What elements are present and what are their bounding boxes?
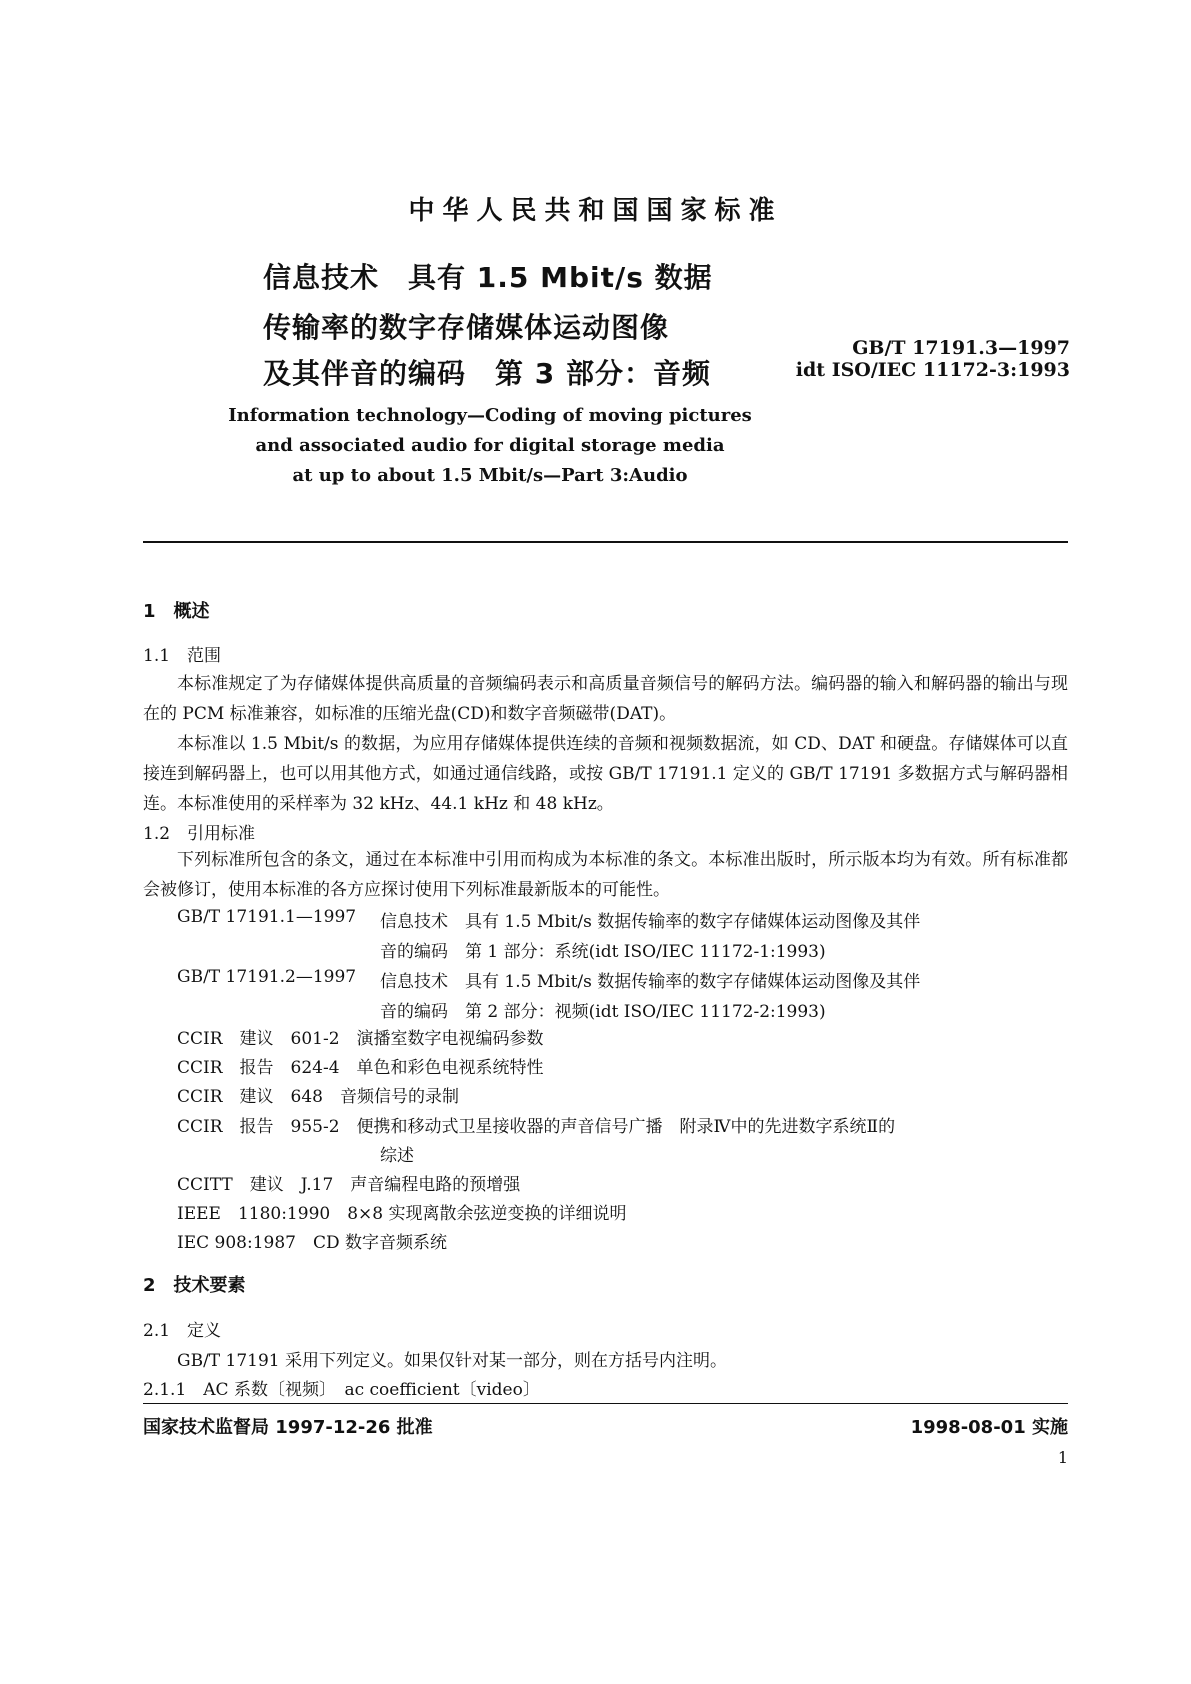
issuing-body-title: 中华人民共和国国家标准 xyxy=(408,196,783,226)
reference-7: CCITT 建议 J.17 声音编程电路的预增强 xyxy=(177,1175,521,1195)
scope-paragraph-2: 本标准以 1.5 Mbit/s 的数据，为应用存储媒体提供连续的音频和视频数据流，如 CD、DAT 和硬盘。存储媒体可以直接连到解码器上，也可以用其他方式，如通过通信线路，或按 GB/T 17191.1 定义的 GB/T 17191 多数据方式与解码器相连。本标准使用的采样率为 32 kHz、44.1 kHz 和 48 kHz。 xyxy=(143,734,1068,814)
english-title-line-1: Information technology—Coding of moving pictures xyxy=(228,405,752,426)
approval-date: 国家技术监督局 1997-12-26 批准 xyxy=(143,1417,433,1438)
reference-2-code: GB/T 17191.2—1997 xyxy=(177,967,357,987)
standard-number: GB/T 17191.3—1997 xyxy=(852,337,1070,359)
reference-1-line-1: 信息技术 具有 1.5 Mbit/s 数据传输率的数字存储媒体运动图像及其伴 xyxy=(380,912,921,932)
reference-6-line-2: 综述 xyxy=(380,1146,414,1166)
definition-2-1-1: 2.1.1 AC 系数〔视频〕 ac coefficient〔video〕 xyxy=(143,1380,540,1400)
footer-divider xyxy=(143,1403,1068,1404)
scope-paragraph-1: 本标准规定了为存储媒体提供高质量的音频编码表示和高质量音频信号的解码方法。编码器的输入和解码器的输出与现在的 PCM 标准兼容，如标准的压缩光盘(CD)和数字音频磁带(DAT)。 xyxy=(143,674,1068,724)
definitions-intro: GB/T 17191 采用下列定义。如果仅针对某一部分，则在方括号内注明。 xyxy=(177,1351,728,1371)
reference-4: CCIR 报告 624-4 单色和彩色电视系统特性 xyxy=(177,1058,544,1078)
chinese-title-line-3: 及其伴音的编码 第 3 部分：音频 xyxy=(263,357,711,390)
english-title-line-3: at up to about 1.5 Mbit/s—Part 3:Audio xyxy=(292,465,688,486)
effective-date: 1998-08-01 实施 xyxy=(910,1417,1068,1438)
section-1-2-heading: 1.2 引用标准 xyxy=(143,824,256,844)
reference-8: IEEE 1180:1990 8×8 实现离散余弦逆变换的详细说明 xyxy=(177,1204,627,1224)
section-2-heading: 2 技术要素 xyxy=(143,1275,246,1296)
reference-9: IEC 908:1987 CD 数字音频系统 xyxy=(177,1233,448,1253)
identical-standard: idt ISO/IEC 11172-3:1993 xyxy=(795,359,1070,381)
page-number: 1 xyxy=(1057,1448,1068,1467)
chinese-title-line-1: 信息技术 具有 1.5 Mbit/s 数据 xyxy=(263,261,713,294)
section-2-1-heading: 2.1 定义 xyxy=(143,1321,222,1341)
reference-3: CCIR 建议 601-2 演播室数字电视编码参数 xyxy=(177,1029,544,1049)
section-1-heading: 1 概述 xyxy=(143,601,210,622)
english-title-line-2: and associated audio for digital storage media xyxy=(255,435,725,456)
reference-5: CCIR 建议 648 音频信号的录制 xyxy=(177,1087,459,1107)
reference-1-line-2: 音的编码 第 1 部分：系统(idt ISO/IEC 11172-1:1993) xyxy=(380,942,826,962)
chinese-title-line-2: 传输率的数字存储媒体运动图像 xyxy=(263,311,670,344)
reference-1-code: GB/T 17191.1—1997 xyxy=(177,907,357,927)
reference-6-line-1: CCIR 报告 955-2 便携和移动式卫星接收器的声音信号广播 附录Ⅳ中的先进数字系统Ⅱ的 xyxy=(177,1117,896,1137)
references-intro-paragraph: 下列标准所包含的条文，通过在本标准中引用而构成为本标准的条文。本标准出版时，所示版本均为有效。所有标准都会被修订，使用本标准的各方应探讨使用下列标准最新版本的可能性。 xyxy=(143,850,1068,900)
reference-2-line-2: 音的编码 第 2 部分：视频(idt ISO/IEC 11172-2:1993) xyxy=(380,1002,826,1022)
section-1-1-heading: 1.1 范围 xyxy=(143,646,222,666)
reference-2-line-1: 信息技术 具有 1.5 Mbit/s 数据传输率的数字存储媒体运动图像及其伴 xyxy=(380,972,921,992)
header-divider xyxy=(143,541,1068,543)
